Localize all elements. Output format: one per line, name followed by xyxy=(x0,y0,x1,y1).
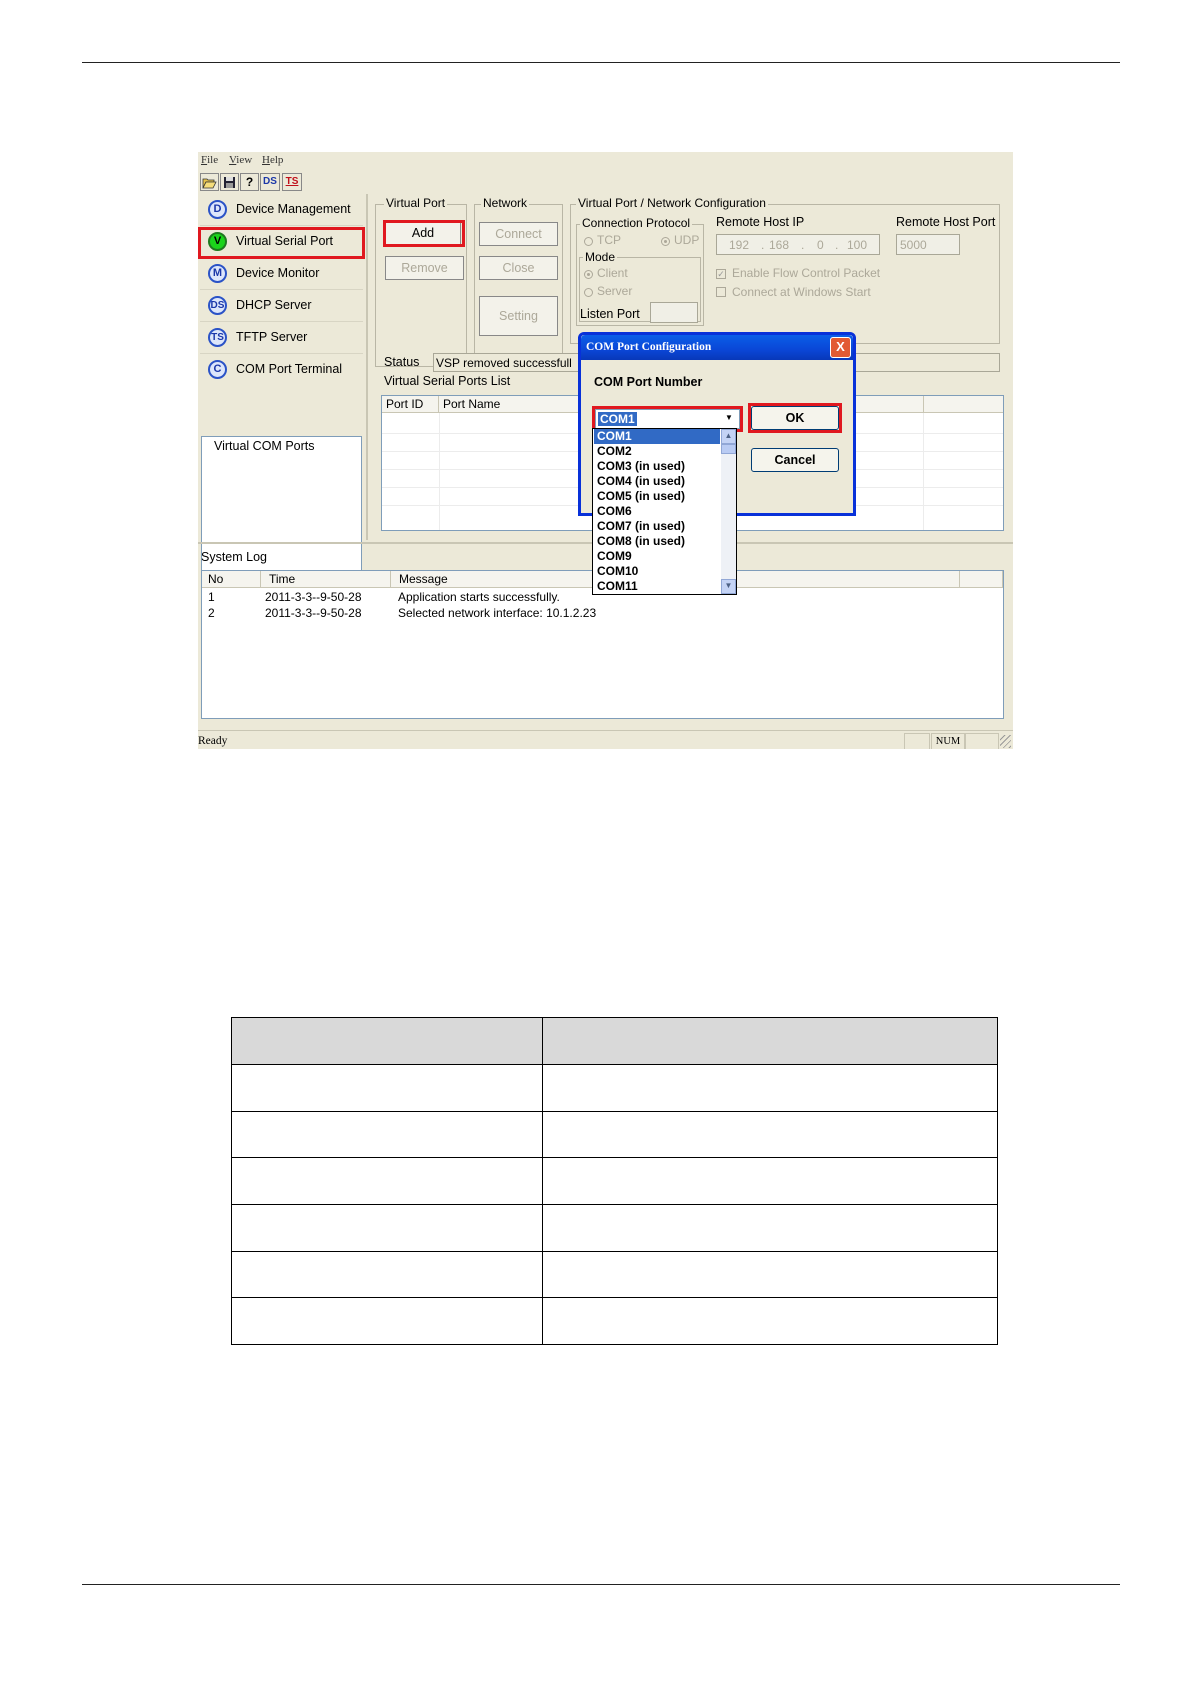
remote-host-ip-label: Remote Host IP xyxy=(716,215,805,229)
dropdown-option[interactable]: COM1 xyxy=(594,429,720,444)
log-time: 2011-3-3--9-50-28 xyxy=(265,590,362,604)
ts-toolbar-button[interactable]: TS xyxy=(282,173,302,191)
client-label: Client xyxy=(597,266,628,280)
dropdown-scrollbar[interactable] xyxy=(721,429,736,594)
listen-port-input[interactable] xyxy=(650,302,698,323)
dropdown-option[interactable]: COM3 (in used) xyxy=(597,459,686,473)
dialog-title-bar[interactable] xyxy=(581,335,853,360)
chevron-down-icon[interactable]: ▼ xyxy=(725,413,733,422)
log-column-extra xyxy=(960,571,1003,588)
log-no: 1 xyxy=(208,590,215,604)
column-line xyxy=(923,413,924,531)
ports-list-title: Virtual Serial Ports List xyxy=(384,374,511,388)
page-header-rule xyxy=(82,62,1120,63)
device-management-icon: D xyxy=(208,200,227,219)
table-cell xyxy=(543,1298,998,1345)
system-log-title: System Log xyxy=(201,550,268,564)
connect-at-start-checkbox[interactable] xyxy=(716,287,726,297)
server-label: Server xyxy=(597,284,633,298)
table-cell xyxy=(232,1158,543,1205)
resize-grip-icon[interactable] xyxy=(1000,735,1011,748)
flow-control-label: Enable Flow Control Packet xyxy=(732,266,881,280)
column-line xyxy=(439,413,440,531)
ip-dot: . xyxy=(835,238,839,252)
scrollbar-thumb[interactable] xyxy=(721,444,736,454)
num-lock-text: NUM xyxy=(935,736,961,747)
menu-bar xyxy=(198,152,1013,170)
nav-label: COM Port Terminal xyxy=(236,362,343,376)
table-row xyxy=(232,1252,998,1298)
table-cell xyxy=(543,1112,998,1158)
nav-divider xyxy=(200,321,363,322)
highlight-add-button xyxy=(383,220,465,247)
dialog-title: COM Port Configuration xyxy=(586,341,712,353)
dropdown-option[interactable]: COM9 xyxy=(597,549,632,563)
virtual-port-group-title: Virtual Port xyxy=(386,196,446,210)
nav-divider xyxy=(200,289,363,290)
client-radio[interactable] xyxy=(584,270,593,279)
table-row xyxy=(232,1065,998,1112)
menu-file[interactable]: File xyxy=(201,154,219,166)
udp-radio[interactable] xyxy=(661,237,670,246)
highlight-ok-button xyxy=(748,403,842,433)
nav-dhcp-server[interactable] xyxy=(200,291,363,321)
num-lock-indicator xyxy=(931,733,965,749)
table-cell xyxy=(232,1252,543,1298)
dropdown-option[interactable]: COM11 xyxy=(597,579,638,593)
status-label: Status xyxy=(384,355,420,369)
setting-button[interactable]: Setting xyxy=(479,296,558,336)
log-time: 2011-3-3--9-50-28 xyxy=(265,606,362,620)
floppy-save-icon[interactable] xyxy=(220,173,239,191)
tree-root-item[interactable]: Virtual COM Ports xyxy=(214,439,315,453)
ip-octet-2: 168 xyxy=(769,238,790,252)
table-cell xyxy=(232,1298,543,1345)
table-cell xyxy=(543,1158,998,1205)
dropdown-option[interactable]: COM8 (in used) xyxy=(597,534,686,548)
page-footer-rule xyxy=(82,1584,1120,1585)
add-button[interactable]: Add xyxy=(385,222,461,245)
tcp-radio[interactable] xyxy=(584,237,593,246)
status-text: VSP removed successfull xyxy=(436,356,572,370)
com-port-dropdown-list[interactable] xyxy=(592,428,737,595)
help-icon[interactable]: ? xyxy=(240,173,259,191)
ok-button[interactable]: OK xyxy=(751,406,839,430)
log-column-no[interactable]: No xyxy=(202,571,261,588)
table-header-row xyxy=(232,1018,998,1065)
document-table xyxy=(231,1017,998,1345)
highlight-virtual-serial-port xyxy=(198,227,365,259)
log-column-time[interactable]: Time xyxy=(261,571,391,588)
status-bar-text: Ready xyxy=(198,735,228,747)
com-port-select-value: COM1 xyxy=(600,412,635,426)
nav-tftp-server[interactable] xyxy=(200,323,363,353)
ip-octet-3: 0 xyxy=(817,238,824,252)
dropdown-option[interactable]: COM2 xyxy=(597,444,632,458)
nav-label: Device Monitor xyxy=(236,266,320,280)
table-cell xyxy=(543,1252,998,1298)
table-cell xyxy=(232,1112,543,1158)
device-monitor-icon: M xyxy=(208,264,227,283)
remote-host-port-label: Remote Host Port xyxy=(896,215,996,229)
nav-com-port-terminal[interactable] xyxy=(200,355,363,385)
remove-button[interactable]: Remove xyxy=(385,256,464,280)
dhcp-server-icon: DS xyxy=(208,296,227,315)
ip-dot: . xyxy=(761,238,765,252)
column-header-port-name[interactable]: Port Name xyxy=(439,396,1004,413)
close-button[interactable]: Close xyxy=(479,256,558,280)
udp-label: UDP xyxy=(674,233,700,247)
ip-octet-4: 100 xyxy=(847,238,868,252)
com-port-terminal-icon: C xyxy=(208,360,227,379)
table-cell xyxy=(543,1065,998,1112)
ip-octet-1: 192 xyxy=(729,238,750,252)
virtual-serial-port-icon: V xyxy=(208,232,227,251)
column-header-port-id[interactable]: Port ID xyxy=(382,396,439,413)
nav-label: Virtual Serial Port xyxy=(236,234,334,248)
network-configuration-title: Virtual Port / Network Configuration xyxy=(578,196,766,210)
status-bar-pane xyxy=(965,733,999,749)
menu-help[interactable]: Help xyxy=(262,154,284,166)
mode-title: Mode xyxy=(585,250,616,264)
ip-dot: . xyxy=(801,238,805,252)
table-header-cell xyxy=(543,1018,998,1065)
server-radio[interactable] xyxy=(584,288,593,297)
dropdown-option[interactable]: COM5 (in used) xyxy=(597,489,686,503)
toolbar xyxy=(198,171,1013,193)
com-port-number-label: COM Port Number xyxy=(594,375,703,389)
scroll-down-icon[interactable]: ▼ xyxy=(721,579,736,594)
nav-label: TFTP Server xyxy=(236,330,308,344)
dropdown-option[interactable]: COM7 (in used) xyxy=(597,519,686,533)
table-cell xyxy=(543,1205,998,1252)
table-row xyxy=(232,1205,998,1252)
network-group-title: Network xyxy=(483,196,528,210)
table-row xyxy=(232,1158,998,1205)
nav-device-monitor[interactable] xyxy=(200,259,363,289)
remote-host-port-value: 5000 xyxy=(900,238,927,252)
connection-protocol-title: Connection Protocol xyxy=(582,216,691,230)
dropdown-option[interactable]: COM10 xyxy=(597,564,639,578)
status-bar xyxy=(198,730,1013,749)
nav-divider xyxy=(200,225,363,226)
log-column-message[interactable]: Message xyxy=(391,571,960,588)
log-row[interactable] xyxy=(202,605,1002,621)
remote-host-ip-input[interactable] xyxy=(716,234,880,255)
connect-at-start-label: Connect at Windows Start xyxy=(732,285,871,299)
connect-button[interactable]: Connect xyxy=(479,222,558,246)
table-row xyxy=(232,1112,998,1158)
log-no: 2 xyxy=(208,606,215,620)
listen-port-label: Listen Port xyxy=(580,307,640,321)
remote-host-port-input[interactable] xyxy=(896,234,960,255)
status-bar-pane xyxy=(904,733,930,749)
folder-open-icon[interactable] xyxy=(200,173,219,191)
scroll-up-icon[interactable]: ▲ xyxy=(721,429,736,444)
dropdown-option[interactable]: COM6 xyxy=(597,504,632,518)
table-cell xyxy=(232,1205,543,1252)
tftp-server-icon: TS xyxy=(208,328,227,347)
tcp-label: TCP xyxy=(597,233,621,247)
log-message: Application starts successfully. xyxy=(398,590,560,604)
nav-label: Device Management xyxy=(236,202,351,216)
flow-control-checkbox[interactable]: ✓ xyxy=(717,269,725,279)
log-message: Selected network interface: 10.1.2.23 xyxy=(398,606,597,620)
close-icon[interactable]: X xyxy=(830,337,851,358)
table-cell xyxy=(232,1065,543,1112)
nav-divider xyxy=(200,353,363,354)
table-header-cell xyxy=(232,1018,543,1065)
nav-label: DHCP Server xyxy=(236,298,312,312)
menu-view[interactable]: View xyxy=(229,154,253,166)
ds-toolbar-button[interactable]: DS xyxy=(260,173,280,191)
dropdown-option[interactable]: COM4 (in used) xyxy=(597,474,686,488)
cancel-button[interactable]: Cancel xyxy=(751,448,839,472)
table-row xyxy=(232,1298,998,1345)
nav-device-management[interactable] xyxy=(200,195,363,225)
